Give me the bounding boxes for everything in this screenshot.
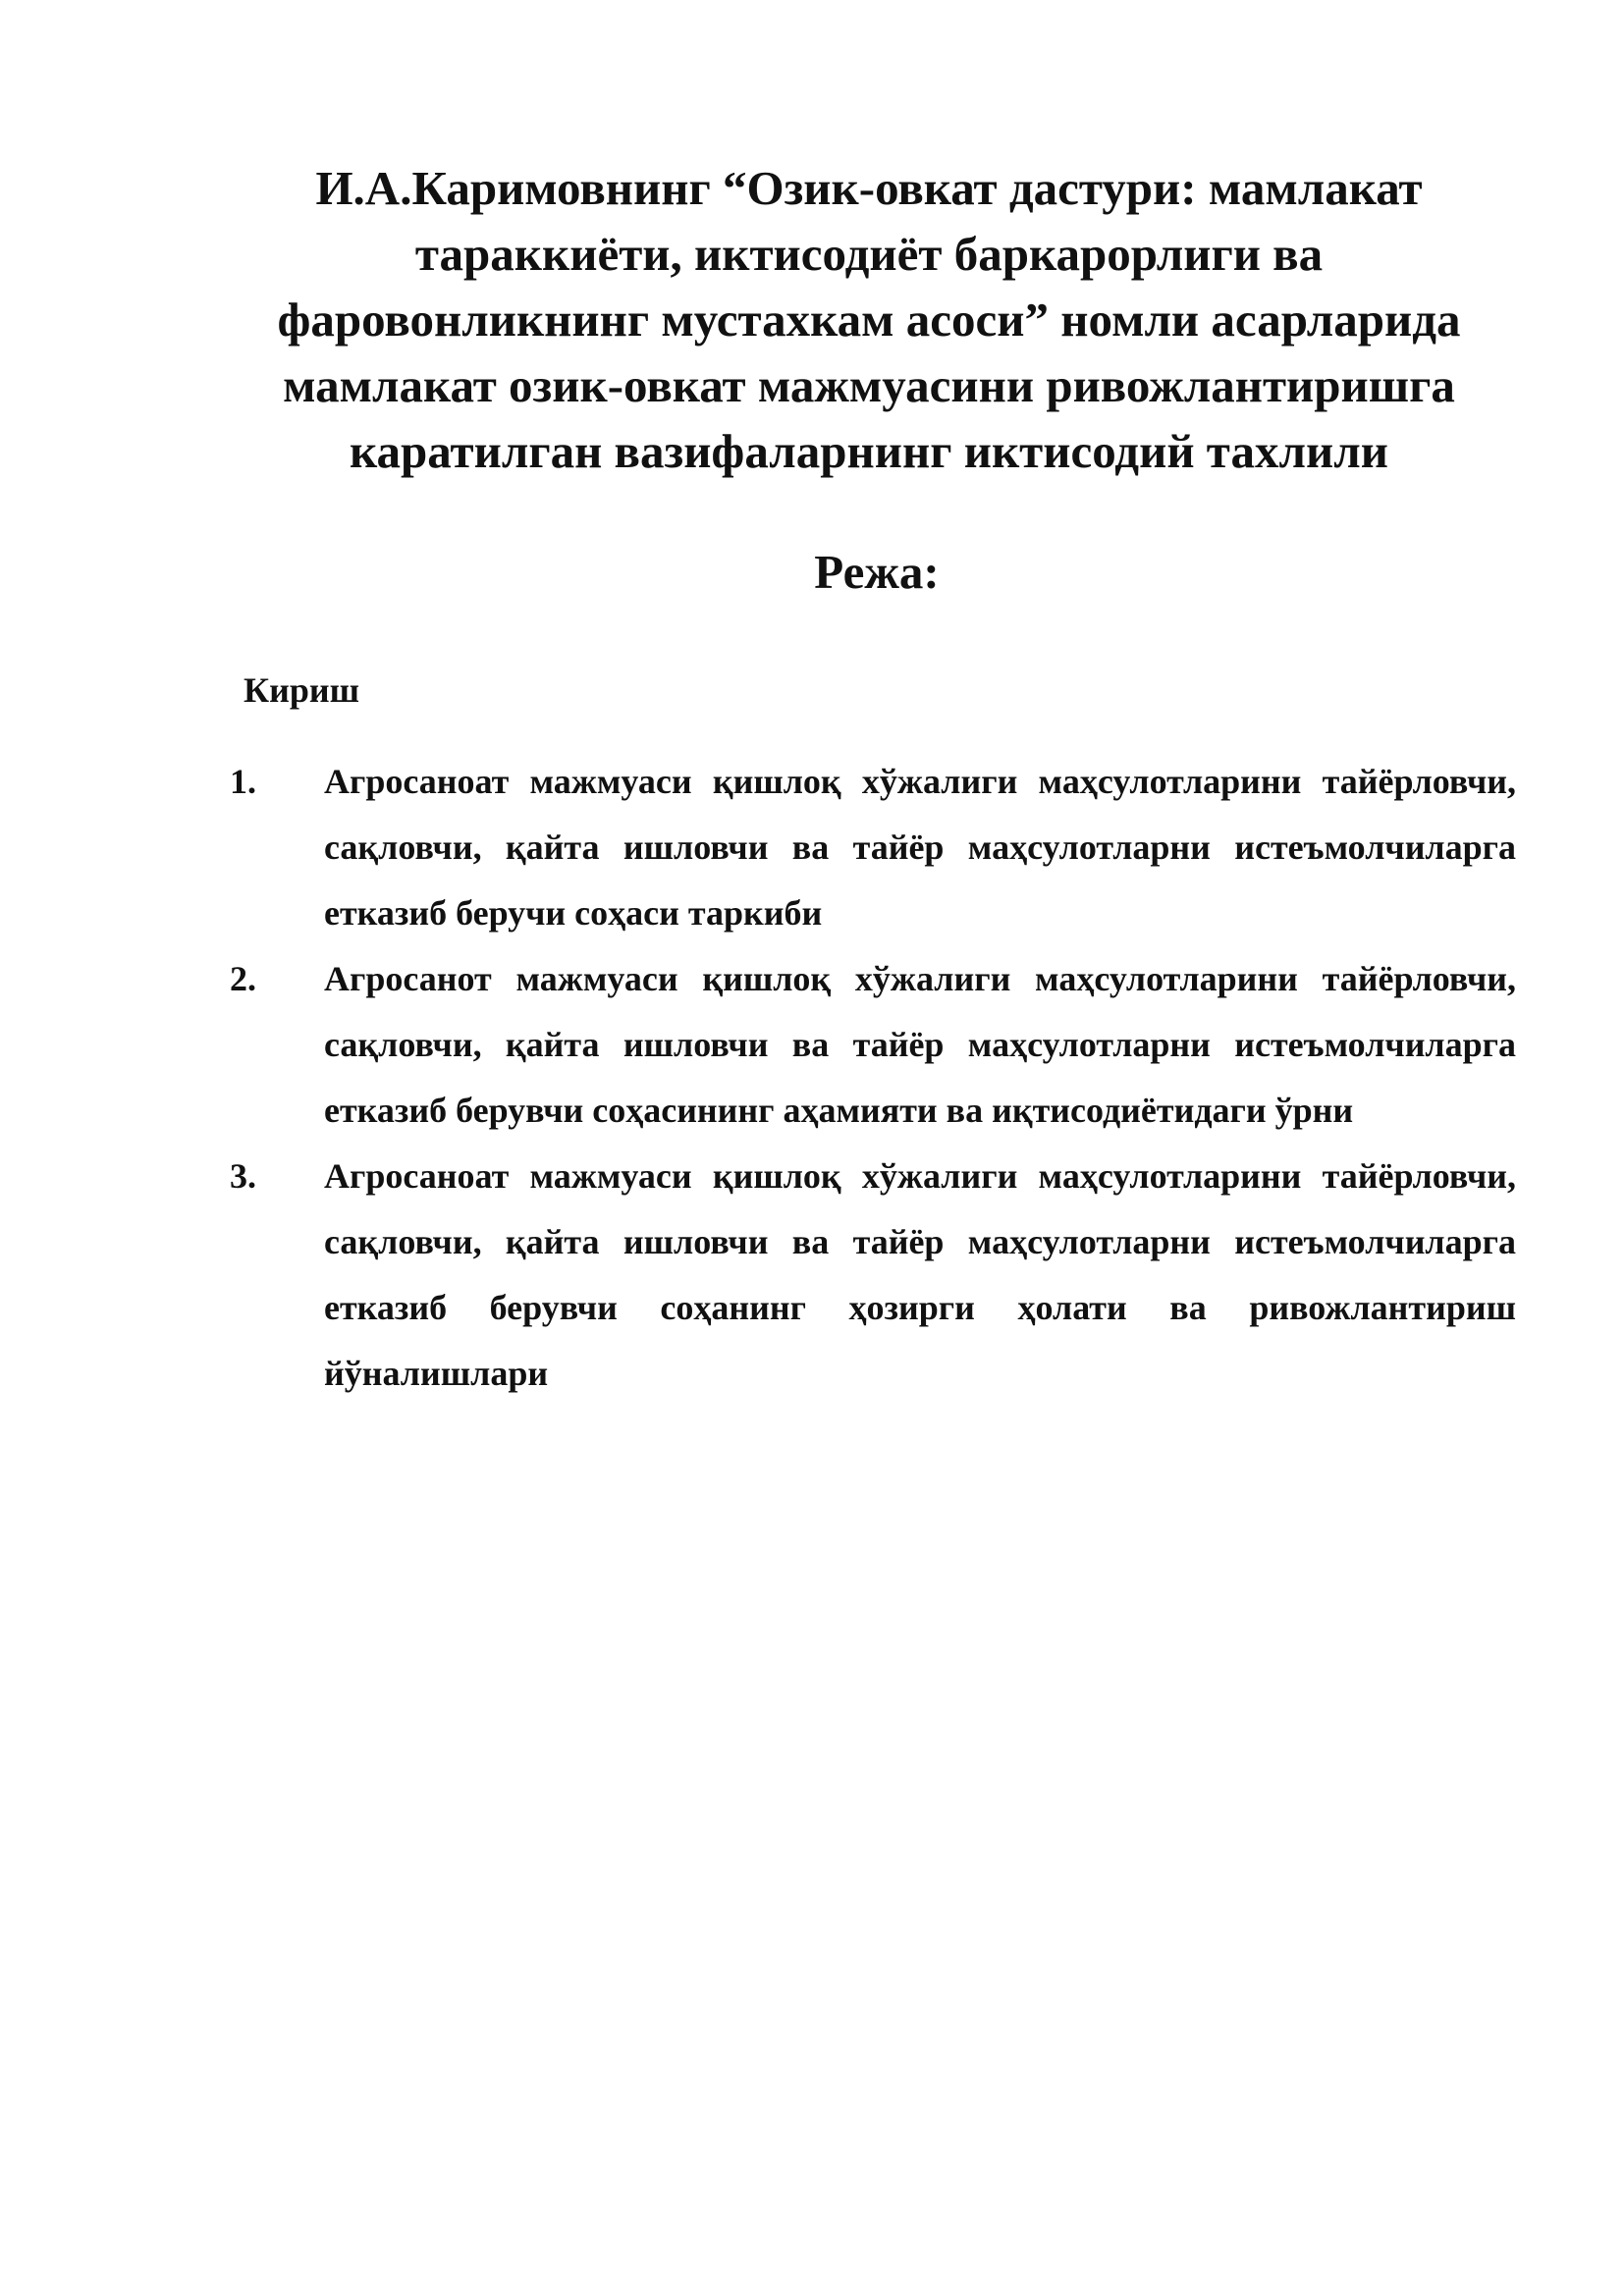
plan-item-3: [230, 1144, 1516, 1407]
plan-list: [230, 749, 1516, 1407]
plan-item-text: Агросаноат мажмуаси қишлоқ хўжалиги маҳсулотларини тайёрловчи, сақловчи, қайта ишловчи ва тайёр маҳсулотларни истеъмолчиларга етказиб беручи соҳаси таркиби: [324, 762, 1516, 933]
plan-item-1: [230, 749, 1516, 946]
plan-item-text: Агросанот мажмуаси қишлоқ хўжалиги маҳсулотларини тайёрловчи, сақловчи, қайта ишловчи ва тайёр маҳсулотларни истеъмолчиларга етказиб берувчи соҳасининг аҳамияти ва иқтисодиётидаги ўрни: [324, 959, 1516, 1130]
intro-heading: Кириш: [244, 670, 360, 710]
plan-item-number: 3.: [230, 1156, 256, 1196]
plan-item-number: 1.: [230, 762, 256, 801]
plan-item-2: [230, 946, 1516, 1144]
plan-item-number: 2.: [230, 959, 256, 998]
plan-item-text: Агросаноат мажмуаси қишлоқ хўжалиги маҳсулотларини тайёрловчи, сақловчи, қайта ишловчи ва тайёр маҳсулотларни истеъмолчиларга етказиб берувчи соҳанинг ҳозирги ҳолати ва ривожлантириш йўналишлари: [324, 1156, 1516, 1393]
plan-heading: Режа:: [814, 545, 940, 599]
document-title: И.А.Каримовнинг “Озик-овкат дастури: мамлакат тараккиёти, иктисодиёт баркарорлиги ва фаровонликнинг мустахкам асоси” номли асарларида мамлакат озик-овкат мажмуасини ривожлантиришга каратилган вазифаларнинг иктисодий тахлили: [277, 161, 1461, 478]
